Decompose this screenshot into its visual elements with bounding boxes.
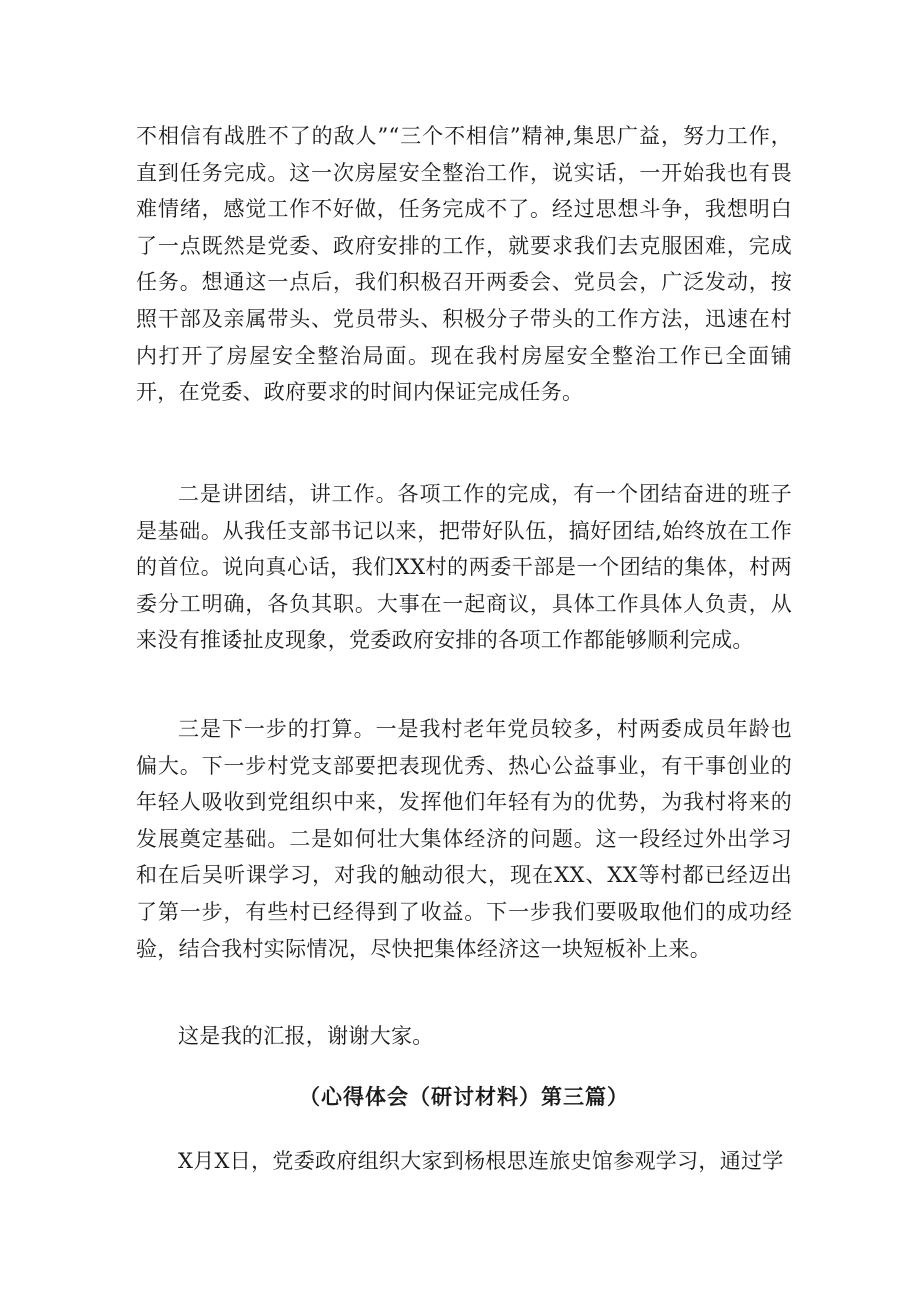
paragraph-4: 这是我的汇报，谢谢大家。	[178, 1024, 434, 1048]
paragraph-3: 三是下一步的打算。一是我村老年党员较多，村两委成员年龄也偏大。下一步村党支部要把表现优秀、热心公益事业，有干事创业的年轻人吸收到党组织中来，发挥他们年轻有为的优势，为我村将来的发展奠定基础。二是如何壮大集体经济的问题。这一段经过外出学习和在后吴听课学习，对我的触动很大，现在XX、XX等村都已经迈出了第一步，有些村已经得到了收益。下一步我们要吸取他们的成功经验，结合我村实际情况，尽快把集体经济这一块短板补上来。	[136, 717, 792, 961]
paragraph-continuation	[136, 118, 792, 411]
paragraph-2: 二是讲团结，讲工作。各项工作的完成，有一个团结奋进的班子是基础。从我任支部书记以来，把带好队伍，搞好团结,始终放在工作的首位。说向真心话，我们XX村的两委干部是一个团结的集体，村两委分工明确，各负其职。大事在一起商议，具体工作具体人负责，从来没有推诿扯皮现象，党委政府安排的各项工作都能够顺利完成。	[136, 482, 792, 653]
paragraph-closing	[136, 1018, 792, 1055]
paragraph-next-plan	[136, 711, 792, 967]
section-heading: （心得体会（研讨材料）第三篇）	[299, 1085, 629, 1109]
paragraph-5: X月X日，党委政府组织大家到杨根思连旅史馆参观学习，通过学	[178, 1149, 784, 1173]
paragraph-1: 不相信有战胜不了的敌人”“三个不相信”精神,集思广益，努力工作，直到任务完成。这一次房屋安全整治工作，说实话，一开始我也有畏难情绪，感觉工作不好做，任务完成不了。经过思想斗争，我想明白了一点既然是党委、政府安排的工作，就要求我们去克服困难，完成任务。想通这一点后，我们积极召开两委会、党员会，广泛发动，按照干部及亲属带头、党员带头、积极分子带头的工作方法，迅速在村内打开了房屋安全整治局面。现在我村房屋安全整治工作已全面铺开，在党委、政府要求的时间内保证完成任务。	[136, 124, 792, 405]
paragraph-third-article	[136, 1143, 792, 1180]
paragraph-unity	[136, 476, 792, 659]
